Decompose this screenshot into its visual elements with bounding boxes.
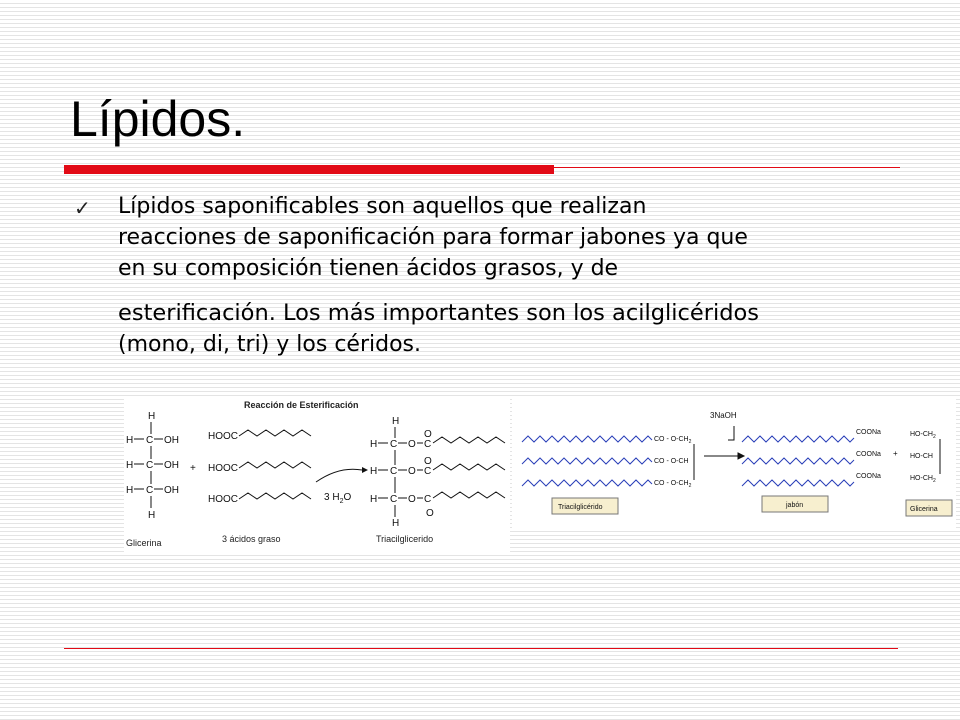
bullet-paragraph	[118, 191, 918, 360]
reaction-arrow	[316, 467, 368, 482]
svg-text:H: H	[392, 416, 400, 427]
svg-text:HO-CH2: $HO-CH_2$	[910, 475, 936, 484]
svg-text:C: C	[424, 494, 432, 505]
bullet-line: (mono, di, tri) y los céridos.	[118, 332, 421, 357]
saponification-diagram	[512, 396, 904, 530]
bullet-line: reacciones de saponificación para formar jabones ya que	[118, 225, 748, 250]
svg-text:H: H	[370, 439, 378, 450]
bullet-line: esterificación. Los más importantes son los acilglicéridos	[118, 300, 759, 326]
bullet-line: Lípidos saponificables son aquellos que realizan	[118, 194, 647, 219]
svg-text:C: C	[146, 485, 154, 496]
esterification-diagram	[124, 396, 510, 552]
svg-text:O: O	[408, 494, 416, 505]
svg-text:HOOC: HOOC	[208, 431, 238, 442]
svg-text:H: H	[148, 411, 156, 422]
fatty-acids-label: 3 ácidos graso	[222, 534, 281, 544]
svg-text:OH: OH	[164, 435, 179, 446]
svg-text:COONa: COONa	[856, 429, 881, 436]
slide-title: Lípidos.	[70, 91, 246, 147]
glycerin-product-panel	[904, 396, 956, 530]
svg-text:H: H	[392, 518, 400, 529]
title-underline-thin	[554, 167, 900, 168]
svg-text:COONa: COONa	[856, 451, 881, 458]
triacylglyceride-molecule	[370, 416, 434, 529]
saponification-figure	[512, 396, 904, 530]
svg-text:COONa: COONa	[856, 473, 881, 480]
esterification-title: Reacción de Esterificación	[244, 400, 359, 410]
svg-text:C: C	[424, 466, 432, 477]
svg-text:C: C	[424, 439, 432, 450]
reagent-label: 3NaOH	[710, 411, 737, 420]
svg-text:H: H	[148, 510, 156, 521]
soap-label: jabón	[786, 502, 804, 509]
saponification-arrow	[704, 426, 744, 459]
svg-text:CO - O-CH2: CO - $O-CH_2$	[654, 480, 692, 489]
triacylglyceride-label: Triacilglicerido	[376, 534, 434, 544]
soap-groups	[856, 429, 881, 480]
svg-text:O: O	[424, 456, 432, 467]
title-underline-thick	[64, 165, 554, 174]
svg-text:HOOC: HOOC	[208, 463, 238, 474]
glycerin-product	[904, 396, 956, 530]
svg-text:OH: OH	[164, 460, 179, 471]
svg-text:H: H	[126, 485, 134, 496]
svg-text:HOOC: HOOC	[208, 494, 238, 505]
svg-text:O: O	[408, 466, 416, 477]
svg-text:C: C	[146, 435, 154, 446]
svg-text:C: C	[390, 466, 398, 477]
svg-text:O: O	[426, 508, 434, 519]
water-label: 3 $H_2O$	[324, 492, 352, 505]
svg-text:H: H	[370, 494, 378, 505]
svg-text:O: O	[424, 429, 432, 440]
checkmark-icon: ✓	[74, 196, 91, 220]
svg-text:C: C	[390, 494, 398, 505]
svg-text:HO-CH: HO-CH	[910, 453, 933, 460]
svg-text:C: C	[146, 460, 154, 471]
svg-text:H: H	[370, 466, 378, 477]
svg-text:OH: OH	[164, 485, 179, 496]
glycerin-label: Glicerina	[910, 506, 938, 513]
bullet-line: en su composición tienen ácidos grasos, y de	[118, 256, 619, 281]
svg-text:O: O	[408, 439, 416, 450]
svg-text:H: H	[126, 435, 134, 446]
svg-text:H: H	[126, 460, 134, 471]
esterification-figure	[124, 396, 510, 552]
svg-text:HO-CH2: $HO-CH_2$	[910, 431, 936, 440]
soap-chains	[742, 436, 854, 486]
fatty-acids	[208, 431, 238, 505]
plus-sign: +	[190, 463, 196, 474]
fatty-acid-chains	[239, 430, 311, 499]
glycerol-molecule	[126, 411, 179, 521]
ester-groups	[654, 436, 692, 489]
triacylglyceride-chains	[522, 436, 652, 486]
svg-text:CO - O-CH2: CO - $O-CH_2$	[654, 436, 692, 445]
glycerol-label: Glicerina	[126, 538, 162, 548]
triacyl-label: Triacilglicérido	[558, 504, 603, 511]
svg-text:C: C	[390, 439, 398, 450]
footer-divider	[64, 648, 898, 649]
plus-sign: +	[893, 449, 898, 458]
svg-text:CO - O-CH: CO - O-CH	[654, 458, 689, 465]
